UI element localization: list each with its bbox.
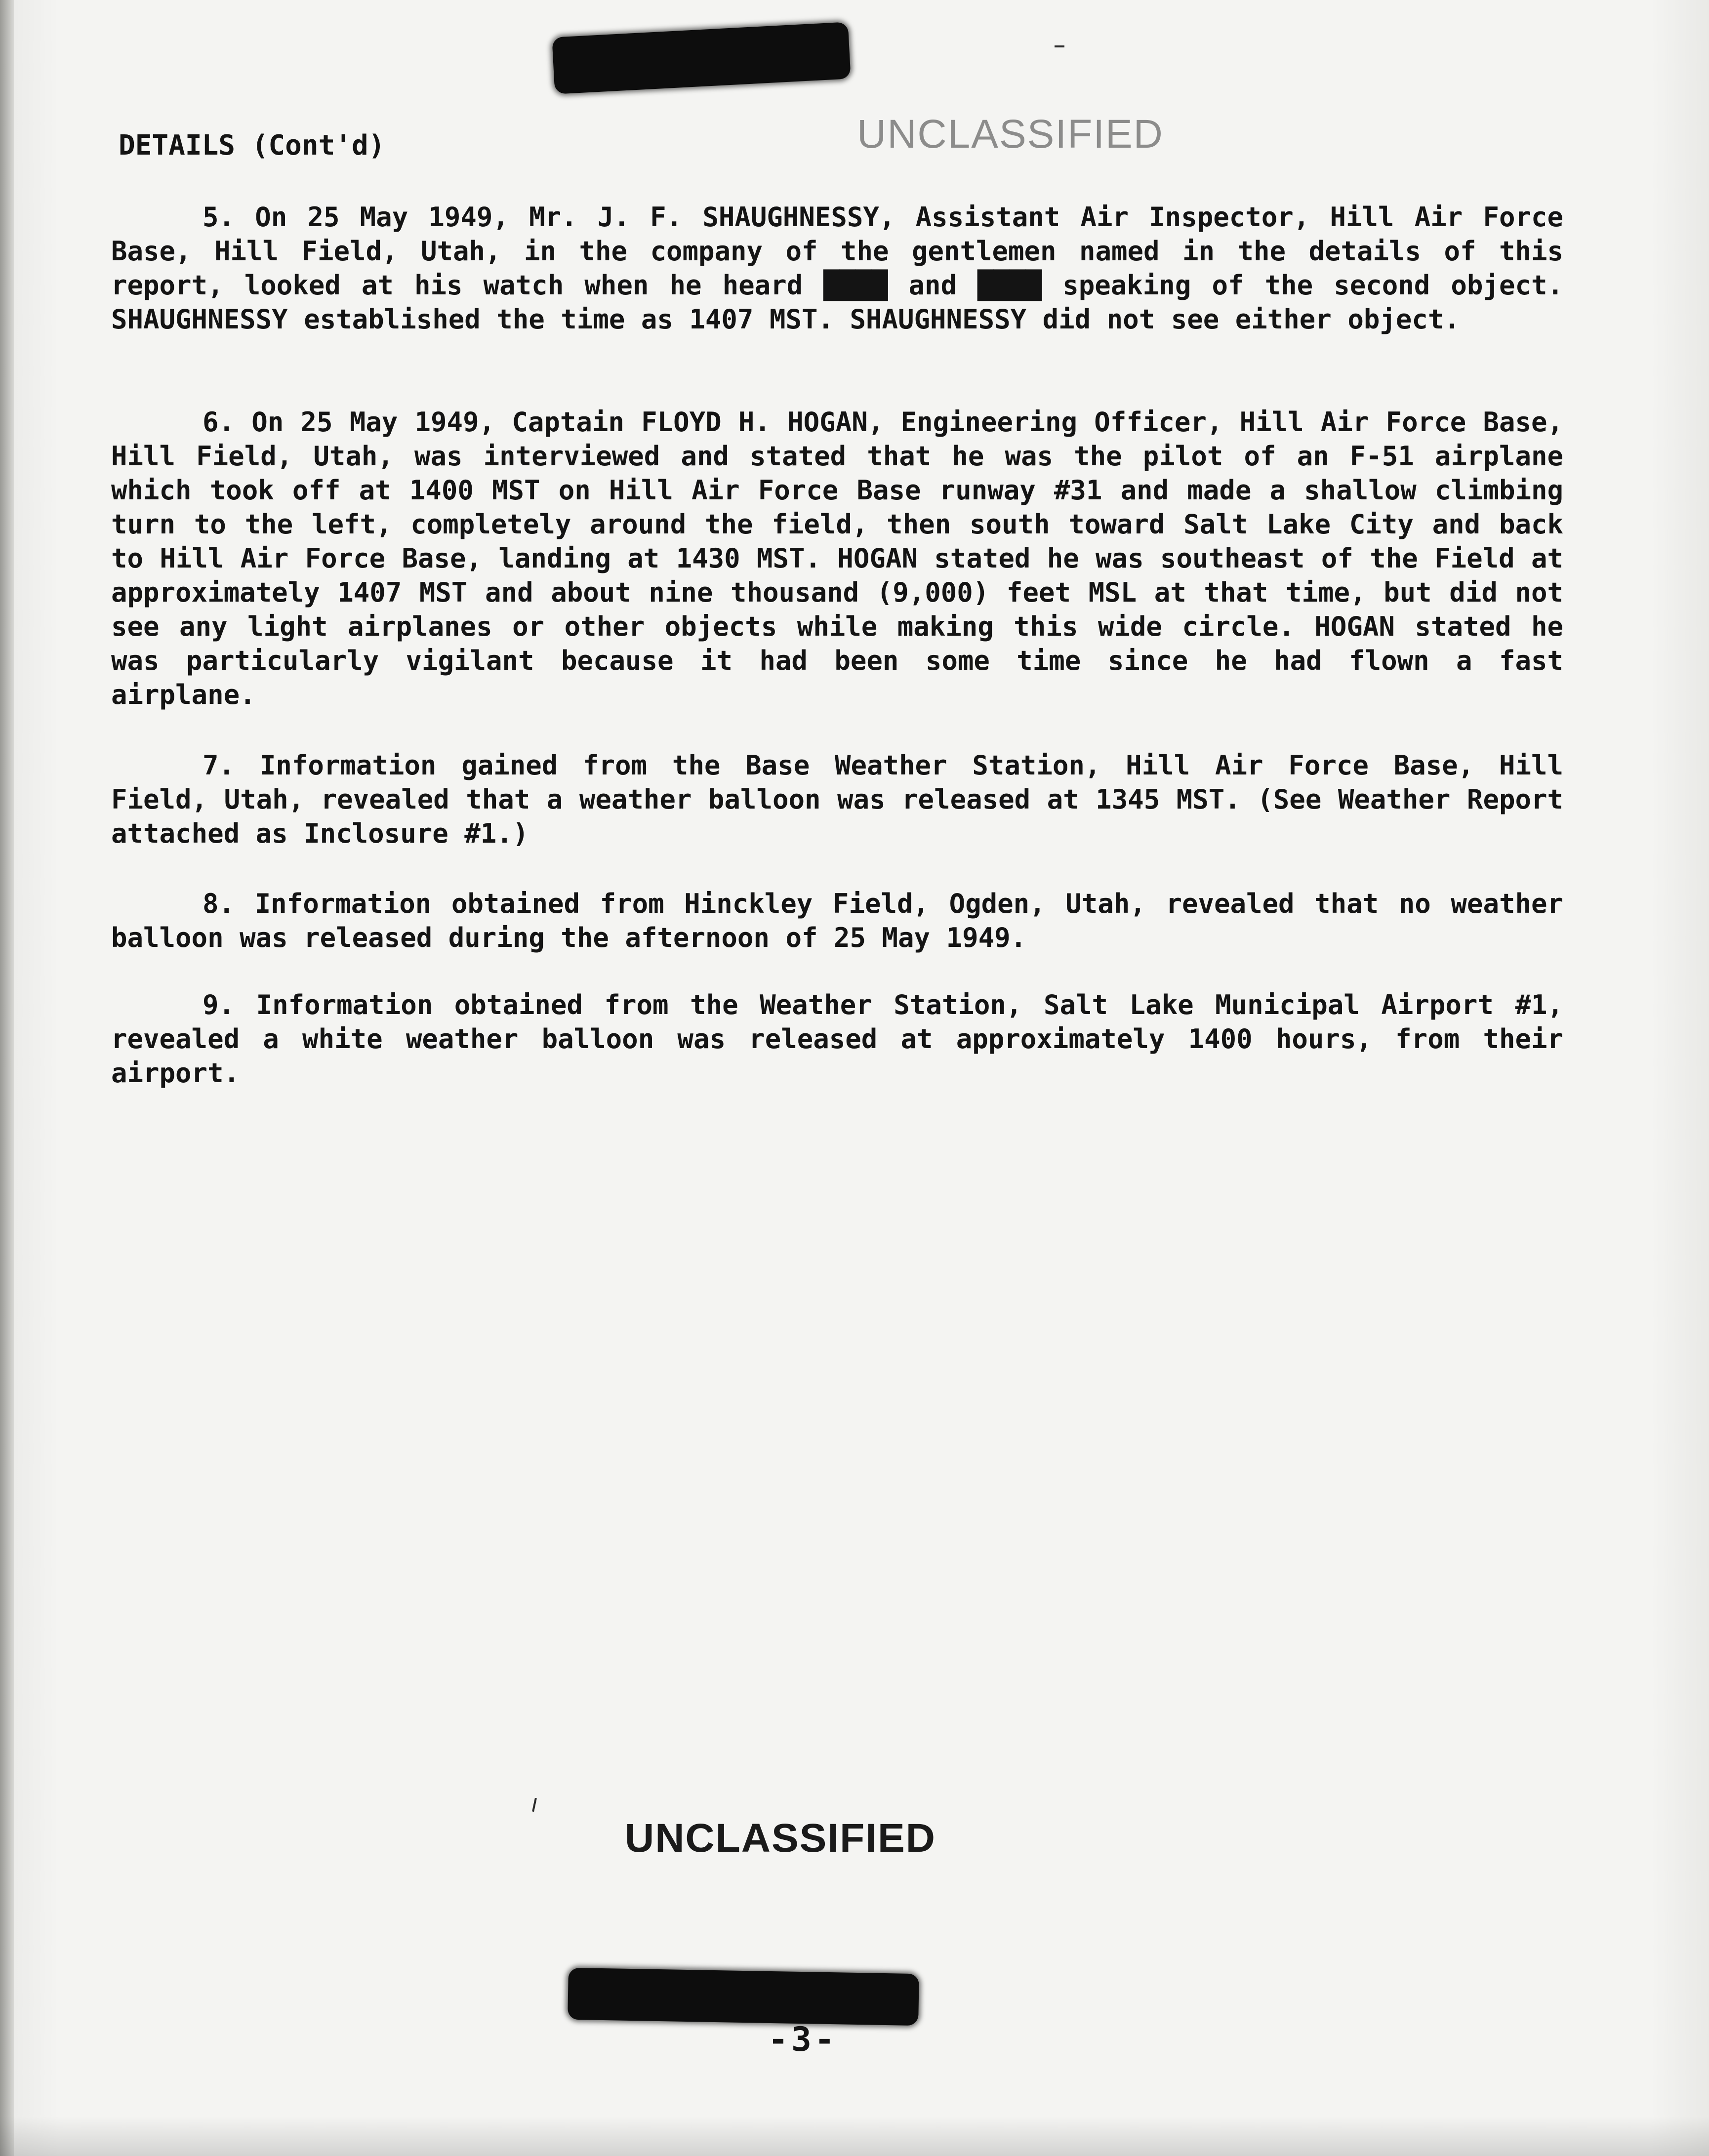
paragraph-number: 9. — [203, 989, 235, 1020]
paragraph-7 — [111, 748, 1563, 851]
paragraph-number: 7. — [203, 750, 235, 781]
paragraph-text: Information obtained from the Weather Station, Salt Lake Municipal Airport #1, revealed a white weather balloon was released at approximately 1400 hours, from their airport. — [111, 989, 1564, 1089]
paragraph-6 — [111, 405, 1563, 712]
paragraph-8 — [111, 887, 1563, 955]
paragraph-5 — [111, 200, 1563, 336]
paragraph-number: 6. — [203, 407, 235, 438]
paragraph-text: On 25 May 1949, Mr. J. F. SHAUGHNESSY, Assistant Air Inspector, Hill Air Force Base, Hill Field, Utah, in the company of the gentlemen named in the details of this report, looked at his watch when he heard ████ and ████ speaking of the second object. SHAUGHNESSY established the time as 1407 MST. SHAUGHNESSY did not see either object. — [111, 202, 1563, 335]
paragraph-9 — [111, 988, 1563, 1090]
section-heading: DETAILS (Cont'd) — [119, 129, 385, 162]
page-number: -3- — [768, 2020, 838, 2059]
paragraph-number: 5. — [203, 202, 235, 233]
scan-mark — [532, 1798, 537, 1812]
paragraph-text: On 25 May 1949, Captain FLOYD H. HOGAN, Engineering Officer, Hill Air Force Base, Hill Field, Utah, was interviewed and stated that he was the pilot of an F-51 airplane which took off at 1400 MST on Hill Air Force Base runway #31 and made a shallow climbing turn to the left, completely around the field, then south toward Salt Lake City and back to Hill Air Force Base, landing at 1430 MST. HOGAN stated he was southeast of the Field at approximately 1407 MST and about nine thousand (9,000) feet MSL at that time, but did not see any light airplanes or other objects while making this wide circle. HOGAN stated he was particularly vigilant because it had been some time since he had flown a fast airplane. — [111, 407, 1563, 710]
redaction-block-top — [552, 22, 851, 94]
scan-mark — [1055, 45, 1064, 47]
redaction-block-bottom — [568, 1968, 919, 2026]
classification-stamp-top: UNCLASSIFIED — [857, 112, 1164, 157]
paragraph-number: 8. — [203, 888, 235, 919]
scan-shadow — [0, 2116, 1709, 2156]
classification-stamp-bottom: UNCLASSIFIED — [625, 1816, 936, 1861]
paragraph-text: Information obtained from Hinckley Field, Ogden, Utah, revealed that no weather balloon was released during the afternoon of 25 May 1949. — [111, 888, 1563, 953]
paragraph-text: Information gained from the Base Weather Station, Hill Air Force Base, Hill Field, Utah, revealed that a weather balloon was released at 1345 MST. (See Weather Report attached as Inclosure #1.) — [111, 750, 1563, 849]
scan-edge — [0, 0, 14, 2156]
